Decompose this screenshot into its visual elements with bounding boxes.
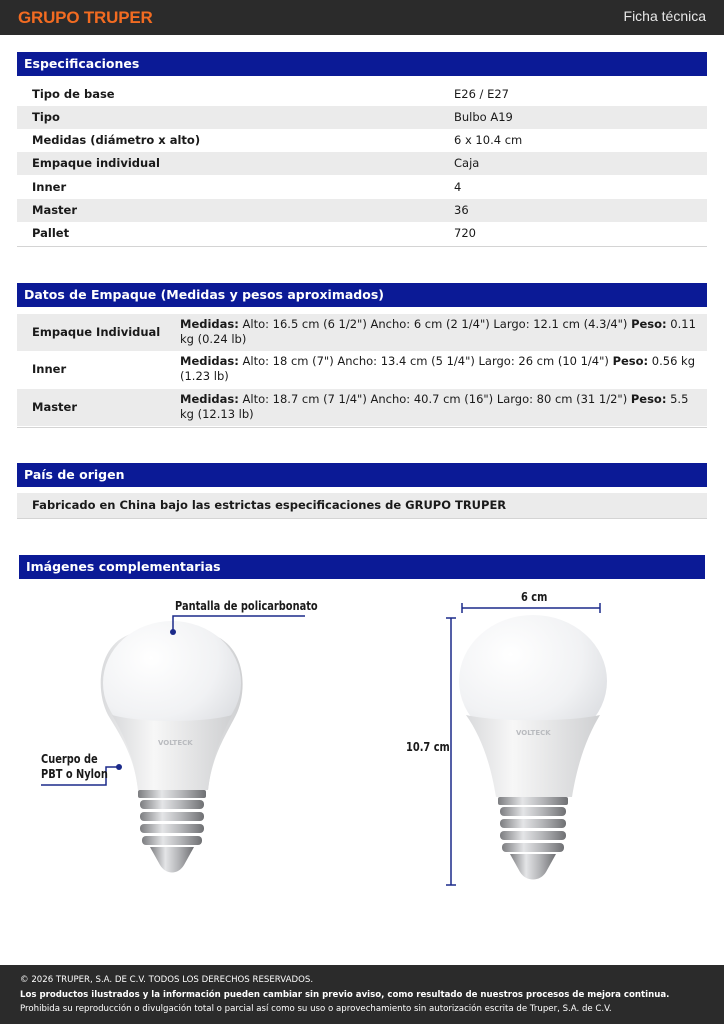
spec-value: 36 [454,203,469,217]
spec-value: 720 [454,226,476,240]
callout-polycarbonate-screen: Pantalla de policarbonato [175,599,318,613]
brand-logo: GRUPO TRUPER [18,8,153,27]
measures-label: Medidas: [180,392,239,406]
spec-value: E26 / E27 [454,87,509,101]
packaging-details [180,354,700,384]
spec-row-inner [17,176,707,199]
callout-body-line2: PBT o Nylon [41,767,108,781]
callout-body-line1: Cuerpo de [41,752,98,766]
packaging-dimensions: Alto: 18 cm (7") Ancho: 13.4 cm (5 1/4") Largo: 26 cm (10 1/4") [238,354,613,368]
spec-row-base [17,83,707,106]
packaging-label: Inner [32,362,67,376]
packaging-label: Empaque Individual [32,325,161,339]
spec-row-individual-pack [17,152,707,175]
packaging-row-inner [17,351,707,388]
measures-label: Medidas: [180,354,239,368]
width-dimension-label: 6 cm [521,590,548,604]
packaging-row-individual [17,314,707,351]
spec-value: Bulbo A19 [454,110,513,124]
spec-label: Empaque individual [32,156,160,170]
packaging-dimensions: Alto: 16.5 cm (6 1/2") Ancho: 6 cm (2 1/4") Largo: 12.1 cm (4.3/4") [238,317,632,331]
packaging-label: Master [32,400,78,414]
weight-label: Peso: [630,392,667,406]
spec-row-master [17,199,707,222]
origin-text: Fabricado en China bajo las estrictas especificaciones de GRUPO TRUPER [32,498,507,512]
packaging-details [180,317,700,347]
packaging-dimensions: Alto: 18.7 cm (7 1/4") Ancho: 40.7 cm (16") Largo: 80 cm (31 1/2") [238,392,631,406]
spec-label: Pallet [32,226,70,240]
footer [0,965,724,1024]
bulb-brand-text: VOLTECK [158,739,193,747]
top-bar [0,0,724,35]
spec-value: 4 [454,180,462,194]
origin-row [17,493,707,518]
document-type: Ficha técnica [623,8,706,24]
footer-prohibition: Prohibida su reproducción o divulgación total o parcial así como su uso o aprovechamiento sin autorización escrita de Truper, S.A. de C.V. [20,1004,612,1014]
spec-row-dimensions [17,129,707,152]
packaging-row-master [17,389,707,426]
product-images [0,585,724,915]
spec-label: Tipo de base [32,87,115,101]
height-dimension-label: 10.7 cm [406,740,450,754]
spec-value: 6 x 10.4 cm [454,133,523,147]
images-section-header: Imágenes complementarias [19,555,705,579]
spec-row-pallet [17,222,707,245]
spec-value: Caja [454,156,480,170]
packaging-weight: 5.5 kg (12.13 lb) [180,392,689,421]
spec-label: Tipo [32,110,60,124]
weight-label: Peso: [631,317,667,331]
packaging-weight: 0.56 kg (1.23 lb) [180,354,696,383]
packaging-weight: 0.11 kg (0.24 lb) [180,317,696,346]
specs-section-header: Especificaciones [17,52,707,76]
footer-notice: Los productos ilustrados y la información pueden cambiar sin previo aviso, como resultado de nuestros procesos de mejora continua. [20,990,670,1000]
divider [17,427,707,428]
measures-label: Medidas: [180,317,239,331]
bulb-left-image [101,621,243,873]
spec-row-type [17,106,707,129]
spec-label: Medidas (diámetro x alto) [32,133,201,147]
weight-label: Peso: [612,354,649,368]
spec-label: Master [32,203,78,217]
bulb-right-image [459,615,607,880]
packaging-section-header: Datos de Empaque (Medidas y pesos aproximados) [17,283,707,307]
packaging-details [180,392,700,422]
divider [17,246,707,247]
divider [17,518,707,519]
bulb-brand-text: VOLTECK [516,729,551,737]
footer-copyright: © 2026 TRUPER, S.A. DE C.V. TODOS LOS DERECHOS RESERVADOS. [20,975,314,985]
origin-section-header: País de origen [17,463,707,487]
spec-label: Inner [32,180,67,194]
